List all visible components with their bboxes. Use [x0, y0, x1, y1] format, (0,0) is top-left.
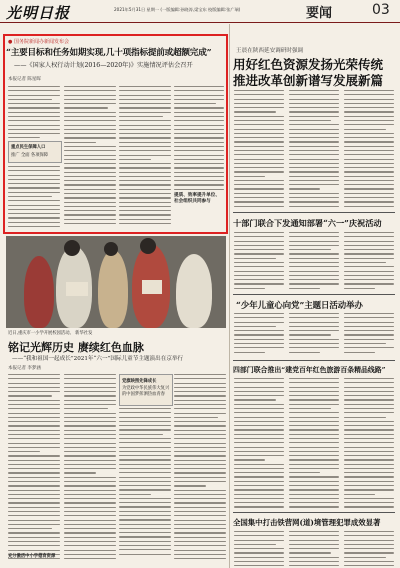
lead-inset-headline: 重点民生保障人口	[11, 145, 46, 150]
lb-box	[119, 374, 173, 406]
lb-text-col1	[8, 374, 60, 562]
right-mid1-headline: 十部门联合下发通知部署“六一”庆祝活动	[233, 218, 382, 228]
rm3-text-col3	[344, 378, 394, 508]
column-divider	[229, 24, 230, 568]
lead-inset-text: 推广 全面 各项保障	[11, 153, 49, 158]
page-number: 03	[372, 2, 390, 18]
bottom-right-headline: 全国集中打击铁营网(道)境管理犯罪成效显著	[233, 518, 381, 527]
lead-byline: 本报记者 陈星晖	[8, 77, 41, 82]
lead-photo-caption: 近日,重庆市一小学开展校园活动。 新华社发	[8, 331, 93, 336]
rm2-text-col3	[344, 313, 394, 355]
lead-photo	[6, 236, 226, 328]
rm3-text-col1	[234, 378, 284, 508]
rm1-text-col3	[344, 232, 394, 290]
lead-pull-quote	[174, 193, 224, 205]
rule-4	[233, 512, 395, 513]
rt-text-col1	[234, 90, 284, 208]
lead-kicker: ● 国务院新闻办新闻发布会	[8, 39, 69, 45]
right-top-headline-2: 推进改革创新谱写发展新篇	[233, 73, 384, 88]
lead-text-col1b	[8, 166, 60, 228]
lead-subheadline: ——《国家人权行动计划(2016—2020年)》实施情况评估会召开	[14, 62, 193, 69]
rt-text-col3	[344, 90, 394, 208]
lead-text-col2	[64, 86, 116, 226]
lb-box-text: 为党政中华民族伟大复兴的中国梦挥洒热血青春	[122, 386, 170, 397]
lead-headline: “主要目标和任务如期实现,几十项指标提前或超额完成”	[6, 48, 212, 58]
rm1-text-col2	[289, 232, 339, 290]
right-mid3-headline: 四部门联合推出“建党百年红色旅游百条精品线路”	[233, 366, 386, 374]
right-top-kicker: 王晨在陕西延安调研时强调	[236, 48, 304, 54]
left-bottom-subheadline: ——“我和祖国一起成长”2021年“六一”国际儿童节主题演出在京举行	[12, 356, 184, 362]
br-text-col3	[344, 531, 394, 567]
newspaper-logo: 光明日报	[6, 4, 71, 22]
lead-text-col1	[8, 86, 60, 138]
rm2-text-col2	[289, 313, 339, 355]
lead-text-col3	[119, 86, 171, 226]
lead-text-col4	[174, 86, 224, 190]
rt-text-col2	[289, 90, 339, 208]
rm1-text-col1	[234, 232, 284, 290]
masthead	[0, 0, 400, 23]
br-text-col1	[234, 531, 284, 567]
section-title: 要闻	[306, 6, 333, 21]
lb-box-heading: 党旗映照先锋成长	[122, 379, 157, 384]
lb-text-col2	[64, 374, 116, 562]
left-bottom-headline: 铭记光辉历史 赓续红色血脉	[8, 341, 144, 354]
rm3-text-col2	[289, 378, 339, 508]
lead-inset	[8, 141, 62, 163]
rule-1	[233, 212, 395, 213]
dateline: 2021年5月31日 星期一 (一版编辑:孙晓涛,梁宝东 校版编辑:张广瑞)	[114, 7, 241, 12]
rm2-text-col1	[234, 313, 284, 355]
br-text-col2	[289, 531, 339, 567]
lb-text-col4	[174, 374, 226, 562]
right-mid2-headline: “少年儿童心向党”主题日活动举办	[236, 300, 363, 310]
lb-small-heading: 充分激活中小学德育资源	[8, 554, 56, 559]
rule-2	[233, 294, 395, 295]
lb-text-col3	[119, 408, 171, 558]
pull-quote-text: 提质、效率提升单位、社会组织共同参与	[174, 193, 220, 204]
right-top-headline-1: 用好红色资源发扬光荣传统	[233, 57, 384, 72]
rule-3	[233, 360, 395, 361]
left-bottom-byline: 本报记者 李梦涵	[8, 366, 41, 371]
